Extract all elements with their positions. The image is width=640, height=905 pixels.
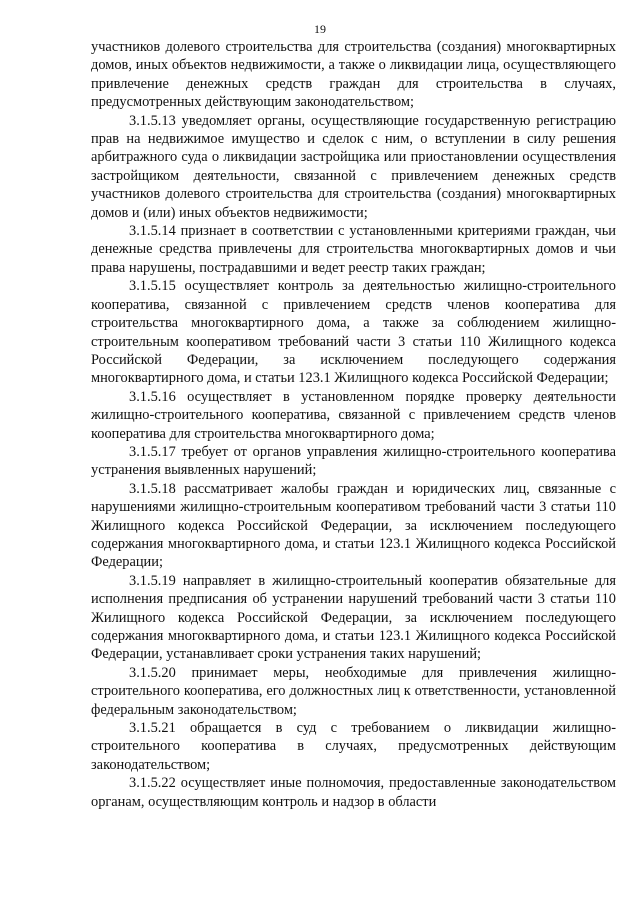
- page-number: 19: [314, 22, 326, 36]
- paragraph-3-1-5-22: 3.1.5.22 осуществляет иные полномочия, предоставленные законодательством органам, осуществляющим контроль и надзор в области: [91, 775, 616, 810]
- paragraph-3-1-5-13: 3.1.5.13 уведомляет органы, осуществляющие государственную регистрацию прав на недвижимое имущество и сделок с ним, о вступлении в силу решения арбитражного суда о ликвидации застройщика или приостановлении осуществления застройщиком деятельности, связанной с привлечением денежных средств участников долевого строительства для строительства (создания) многоквартирных домов и (или) иных объектов недвижимости;: [91, 112, 616, 221]
- paragraph-3-1-5-21: 3.1.5.21 обращается в суд с требованием о ликвидации жилищно-строительного кооператива в случаях, предусмотренных действующим законодательством;: [91, 720, 616, 773]
- paragraph-3-1-5-15: 3.1.5.15 осуществляет контроль за деятельностью жилищно-строительного кооператива, связанной с привлечением средств членов кооператива для строительства многоквартирного дома, а также за соблюдением жилищно-строительным кооперативом требований части 3 статьи 110 Жилищного кодекса Российской Федерации, за исключением последующего содержания многоквартирного дома, и статьи 123.1 Жилищного кодекса Российской Федерации;: [91, 278, 616, 387]
- paragraph-continuation: участников долевого строительства для строительства (создания) многоквартирных домов, иных объектов недвижимости, а также о ликвидации лица, осуществляющего привлечение денежных средств граждан для строительства в случаях, предусмотренных действующим законодательством;: [91, 39, 616, 111]
- paragraph-3-1-5-18: 3.1.5.18 рассматривает жалобы граждан и юридических лиц, связанные с нарушениями жилищно-строительным кооперативом требований части 3 статьи 110 Жилищного кодекса Российской Федерации, за исключением последующего содержания многоквартирного дома, и статьи 123.1 Жилищного кодекса Российской Федерации;: [91, 480, 616, 571]
- paragraph-3-1-5-20: 3.1.5.20 принимает меры, необходимые для привлечения жилищно-строительного кооператива, его должностных лиц к ответственности, установленной федеральным законодательством;: [91, 664, 616, 718]
- paragraph-3-1-5-17: 3.1.5.17 требует от органов управления жилищно-строительного кооператива устранения выявленных нарушений;: [91, 443, 616, 479]
- paragraph-3-1-5-16: 3.1.5.16 осуществляет в установленном порядке проверку деятельности жилищно-строительного кооператива, связанной с привлечением средств членов кооператива для строительства многоквартирного дома;: [91, 388, 616, 442]
- paragraph-3-1-5-19: 3.1.5.19 направляет в жилищно-строительный кооператив обязательные для исполнения предписания об устранении нарушений требований части 3 статьи 110 Жилищного кодекса Российской Федерации, за исключением последующего содержания многоквартирного дома, и статьи 123.1 Жилищного кодекса Российской Федерации, устанавливает сроки устранения таких нарушений;: [91, 572, 616, 663]
- paragraph-3-1-5-14: 3.1.5.14 признает в соответствии с установленными критериями граждан, чьи денежные средства привлечены для строительства многоквартирных домов и чьи права нарушены, пострадавшими и ведет реестр таких граждан;: [91, 223, 616, 276]
- document-body: [91, 38, 616, 811]
